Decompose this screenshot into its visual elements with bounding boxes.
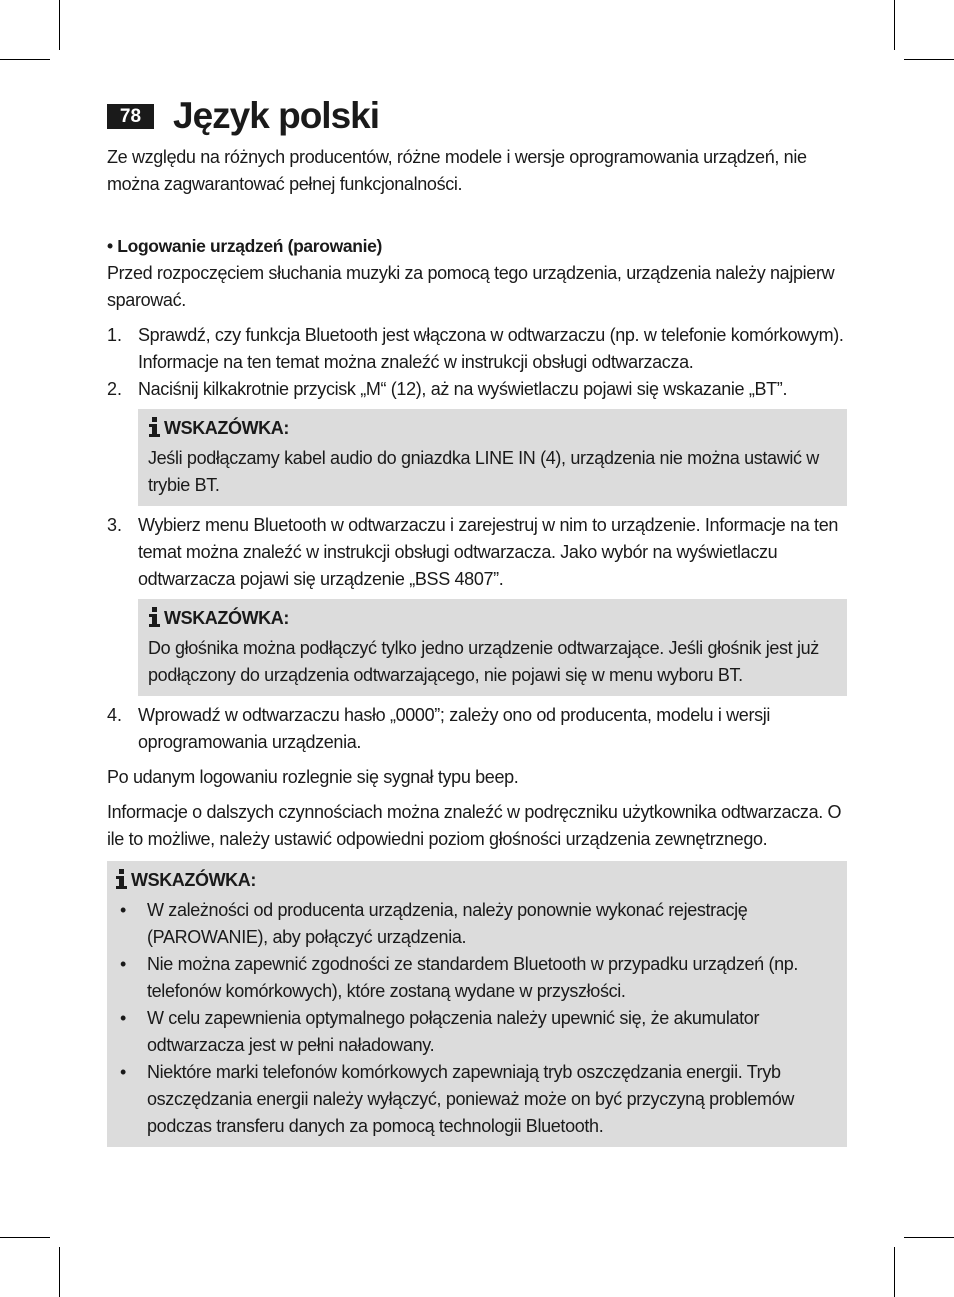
step-item xyxy=(107,702,847,756)
info-icon xyxy=(148,417,161,445)
step-item xyxy=(107,512,847,593)
step-number: 4. xyxy=(107,705,123,725)
note-text: Do głośnika można podłączyć tylko jedno urządzenie odtwarzające. Jeśli głośnik jest już podłączony do urządzenia odtwarzającego, nie pojawi się w menu wyboru BT. xyxy=(148,638,819,685)
list-item xyxy=(115,1005,837,1059)
info-icon xyxy=(115,869,128,897)
page-title: Język polski xyxy=(173,95,380,136)
page-content xyxy=(107,96,847,1153)
final-note-box xyxy=(107,861,847,1147)
step-text: Sprawdź, czy funkcja Bluetooth jest włączona w odtwarzaczu (np. w telefonie komórkowym). Informacje na ten temat można znaleźć w instrukcji obsługi odtwarzacza. xyxy=(138,325,844,372)
note-title-row xyxy=(148,605,837,635)
step-number: 3. xyxy=(107,515,123,535)
note-title: WSKAZÓWKA: xyxy=(164,418,289,438)
bullet: • xyxy=(120,900,127,920)
bullet: • xyxy=(120,954,127,974)
note-box xyxy=(138,599,847,696)
list-item-text: W celu zapewnienia optymalnego połączenia należy upewnić się, że akumulator odtwarzacza jest w pełni naładowany. xyxy=(147,1008,760,1055)
intro-paragraph: Ze względu na różnych producentów, różne modele i wersje oprogramowania urządzeń, nie można zagwarantować pełnej funkcjonalności. xyxy=(107,147,807,194)
note-title-row xyxy=(115,867,837,897)
crop-mark xyxy=(59,0,60,50)
step-item xyxy=(107,322,847,376)
after-paragraph: Po udanym logowaniu rozlegnie się sygnał typu beep. xyxy=(107,767,519,787)
step-number: 2. xyxy=(107,379,123,399)
list-item xyxy=(115,1059,837,1140)
list-item-text: W zależności od producenta urządzenia, należy ponownie wykonać rejestrację (PAROWANIE), aby połączyć urządzenia. xyxy=(147,900,748,947)
list-item-text: Niektóre marki telefonów komórkowych zapewniają tryb oszczędzania energii. Tryb oszczędzania energii należy wyłączyć, ponieważ może on być przyczyną problemów podczas transferu danych za pomocą technologii Bluetooth. xyxy=(147,1062,795,1136)
bullet: • xyxy=(120,1008,127,1028)
note-title: WSKAZÓWKA: xyxy=(131,870,256,890)
note-text: Jeśli podłączamy kabel audio do gniazdka LINE IN (4), urządzenia nie można ustawić w trybie BT. xyxy=(148,448,819,495)
list-item xyxy=(115,951,837,1005)
note-title: WSKAZÓWKA: xyxy=(164,608,289,628)
crop-mark xyxy=(0,1237,50,1238)
page-header xyxy=(107,96,847,144)
crop-mark xyxy=(59,1247,60,1297)
step-text: Naciśnij kilkakrotnie przycisk „M“ (12), aż na wyświetlaczu pojawi się wskazanie „BT”. xyxy=(138,379,788,399)
note-box xyxy=(138,409,847,506)
page-number-badge: 78 xyxy=(107,104,154,129)
step-text: Wybierz menu Bluetooth w odtwarzaczu i zarejestruj w nim to urządzenie. Informacje na ten temat można znaleźć w instrukcji obsługi odtwarzacza. Jako wybór na wyświetlaczu odtwarzacza pojawi się urządzenie „BSS 4807”. xyxy=(138,515,839,589)
crop-mark xyxy=(904,59,954,60)
list-item-text: Nie można zapewnić zgodności ze standardem Bluetooth w przypadku urządzeń (np. telefonów komórkowych), które zostaną wydane w przyszłości. xyxy=(147,954,799,1001)
section-lead: Przed rozpoczęciem słuchania muzyki za pomocą tego urządzenia, urządzenia należy najpierw sparować. xyxy=(107,263,835,310)
info-icon xyxy=(148,607,161,635)
after-paragraph: Informacje o dalszych czynnościach można znaleźć w podręczniku użytkownika odtwarzacza. O ile to możliwe, należy ustawić odpowiedni poziom głośności urządzenia zewnętrznego. xyxy=(107,802,842,849)
crop-mark xyxy=(894,0,895,50)
crop-mark xyxy=(904,1237,954,1238)
crop-mark xyxy=(894,1247,895,1297)
step-item xyxy=(107,376,847,403)
bullet: • xyxy=(120,1062,127,1082)
step-number: 1. xyxy=(107,325,123,345)
step-text: Wprowadź w odtwarzaczu hasło „0000”; zależy ono od producenta, modelu i wersji oprogramowania urządzenia. xyxy=(138,705,771,752)
section-heading: • Logowanie urządzeń (parowanie) xyxy=(107,236,382,256)
note-title-row xyxy=(148,415,837,445)
list-item xyxy=(115,897,837,951)
crop-mark xyxy=(0,59,50,60)
